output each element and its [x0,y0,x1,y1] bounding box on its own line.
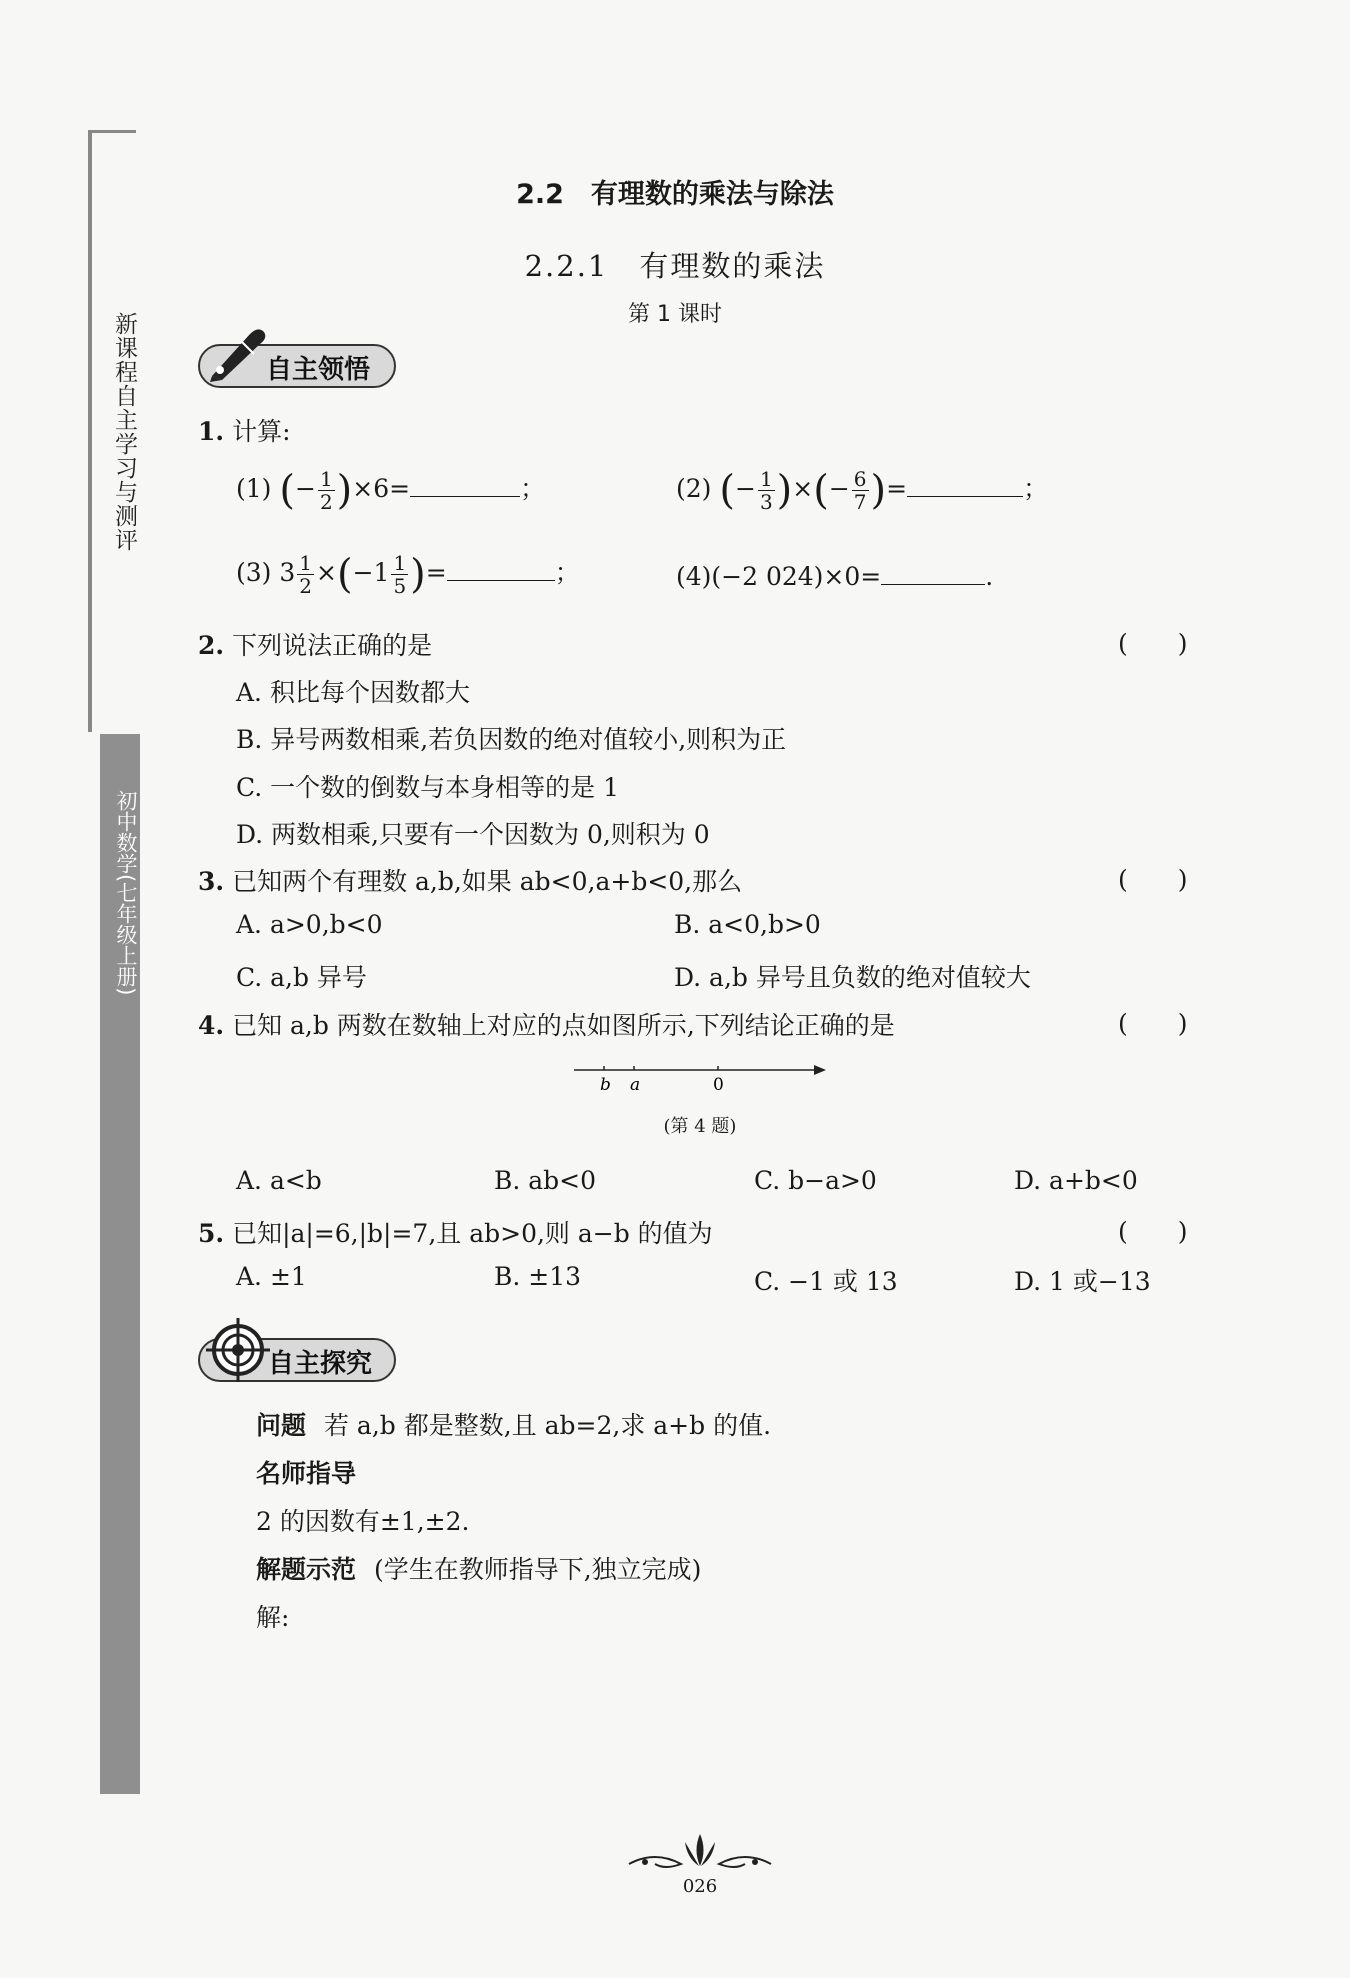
question-3-stem [198,862,742,898]
question-number: 5. [198,1219,225,1248]
pen-icon [202,322,272,384]
axis-label-b: b [600,1075,611,1095]
answer-paren[interactable]: ( ) [1118,1009,1188,1038]
target-icon [204,1316,272,1384]
option-c: C. −1 或 13 [754,1267,898,1296]
option-d: D. a,b 异号且负数的绝对值较大 [674,963,1031,992]
fraction-1-3: $\frac{1}{3}$ [759,467,773,514]
sidebar-book-title: 新课程自主学习与测评 [111,312,137,552]
answer-paren[interactable]: ( ) [1118,865,1188,894]
demo-label: 解题示范 [256,1555,357,1584]
question-5-stem [198,1214,713,1250]
part-label: (3) [236,558,272,587]
answer-blank[interactable] [410,476,520,497]
answer-blank[interactable] [447,560,555,581]
part-text: (4)(−2 024)×0= [676,562,882,591]
punct: ； [554,558,580,587]
arrow-icon [814,1065,826,1075]
question-1-stem [198,412,291,448]
question-1-part-1: (1) (− $\frac{1}{2}$ )×6= ； [236,467,546,514]
part-label: (2) [676,474,712,503]
option-a: A. a<b [236,1166,322,1195]
problem-label: 问题 [256,1411,307,1440]
question-1-part-3: (3) 3 $\frac{1}{2}$ ×(−1 $\frac{1}{5}$ )= ； [236,551,580,598]
fraction-1-2: $\frac{1}{2}$ [299,551,313,598]
question-text: 已知|a|=6,|b|=7,且 ab>0,则 a−b 的值为 [232,1219,713,1248]
part-label: (1) [236,474,272,503]
lesson-label: 第 1 课时 [628,302,722,327]
guide-text: 2 的因数有±1,±2. [256,1507,470,1536]
answer-blank[interactable] [881,564,985,585]
option-d: D. 两数相乘,只要有一个因数为 0,则积为 0 [236,820,710,849]
sidebar-top-cap [88,130,136,133]
question-1-part-2: (2) (− $\frac{1}{3}$ )×(− $\frac{6}{7}$ )= ； [676,467,1049,514]
axis-label-a: a [630,1075,641,1095]
problem-statement [256,1406,771,1442]
option-b: B. 异号两数相乘,若负因数的绝对值较小,则积为正 [236,725,787,754]
answer-paren[interactable]: ( ) [1118,1217,1188,1246]
number-line-figure [570,1056,830,1096]
option-a: A. ±1 [236,1262,307,1291]
option-c: C. 一个数的倒数与本身相等的是 1 [236,773,619,802]
part-tail: ×6= [352,474,411,503]
guide-label: 名师指导 [256,1459,357,1488]
page-number: 026 [682,1876,718,1897]
punct: . [985,562,994,591]
figure-caption: (第 4 题) [663,1116,737,1137]
option-a: A. a>0,b<0 [236,910,383,939]
punct: ； [1023,474,1049,503]
subsection-title: 2.2.1 有理数的乘法 [524,249,826,283]
demo-note: (学生在教师指导下,独立完成) [373,1555,702,1584]
question-text: 计算: [232,417,291,446]
fraction-1-2: $\frac{1}{2}$ [319,467,333,514]
fraction-6-7: $\frac{6}{7}$ [853,467,867,514]
mixed-int: 3 [279,558,296,587]
question-2-stem [198,626,432,662]
question-text: 下列说法正确的是 [232,631,433,660]
answer-blank[interactable] [907,476,1023,497]
option-d: D. a+b<0 [1014,1166,1138,1195]
section-banner-label: 自主领悟 [266,355,371,385]
question-number: 3. [198,867,225,896]
option-a: A. 积比每个因数都大 [236,678,470,707]
punct: ； [520,474,546,503]
question-text: 已知两个有理数 a,b,如果 ab<0,a+b<0,那么 [232,867,743,896]
question-number: 1. [198,417,225,446]
solution-label: 解: [256,1603,290,1632]
answer-paren[interactable]: ( ) [1118,629,1188,658]
option-c: C. b−a>0 [754,1166,877,1195]
fraction-1-5: $\frac{1}{5}$ [393,551,407,598]
section-banner-label: 自主探究 [268,1349,373,1379]
problem-text: 若 a,b 都是整数,且 ab=2,求 a+b 的值. [323,1411,772,1440]
question-text: 已知 a,b 两数在数轴上对应的点如图所示,下列结论正确的是 [232,1011,895,1040]
ornament-icon [625,1830,775,1880]
axis-label-zero: 0 [713,1075,724,1095]
question-number: 4. [198,1011,225,1040]
option-b: B. a<0,b>0 [674,910,821,939]
option-d: D. 1 或−13 [1014,1267,1151,1296]
question-1-part-4 [676,562,993,591]
question-number: 2. [198,631,225,660]
option-b: B. ±13 [494,1262,582,1291]
question-4-stem [198,1006,895,1042]
option-c: C. a,b 异号 [236,963,367,992]
option-b: B. ab<0 [494,1166,597,1195]
section-title: 2.2 有理数的乘法与除法 [516,179,834,210]
sidebar-top-line [88,130,92,732]
demo-line [256,1550,701,1586]
sidebar-grade-label: 初中数学(七年级上册) [114,790,138,996]
